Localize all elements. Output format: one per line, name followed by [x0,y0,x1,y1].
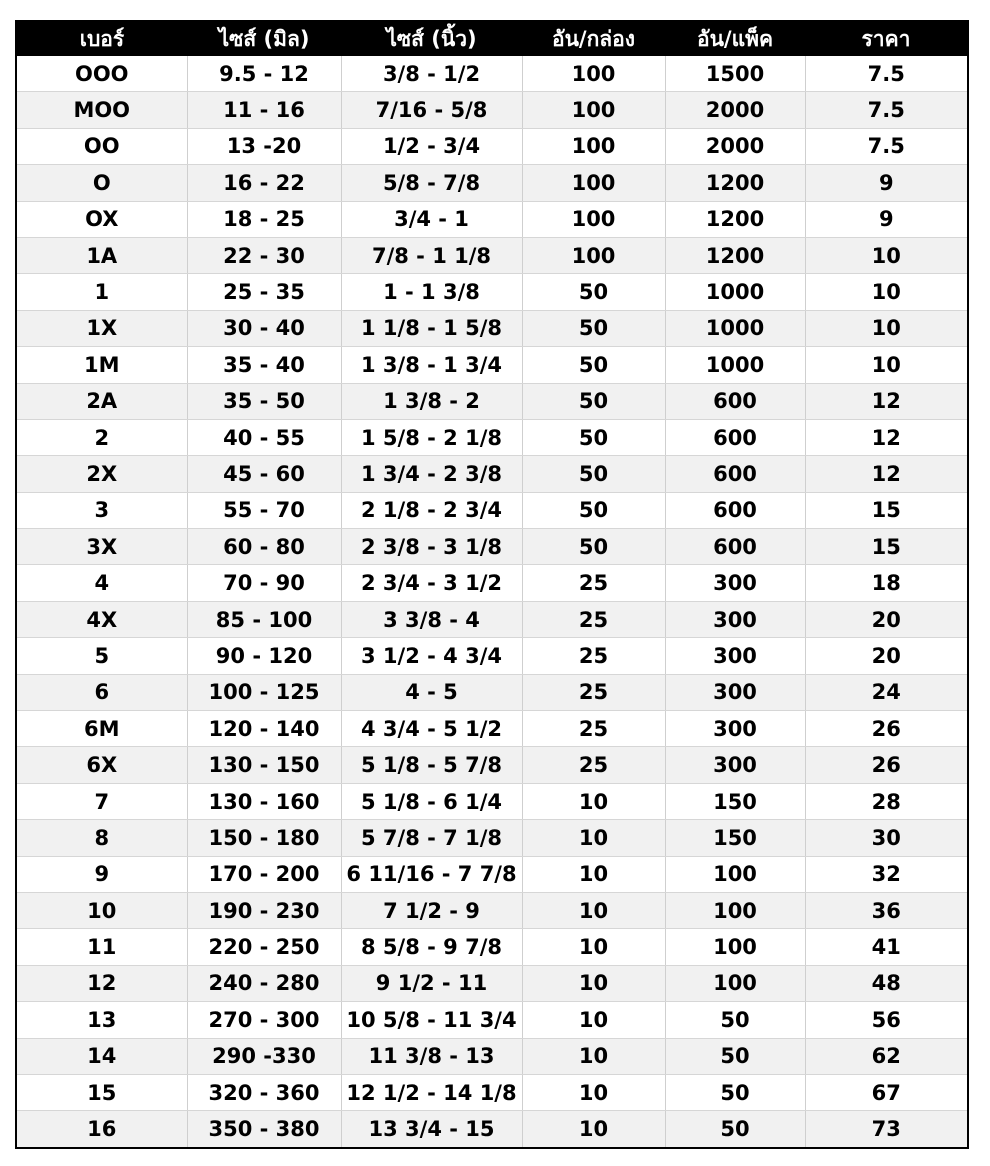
table-row [17,274,967,310]
table-row [17,1111,967,1147]
table-row [17,783,967,819]
cell-price: 30 [805,820,967,856]
cell-number: 14 [17,1038,187,1074]
cell-per-box: 25 [522,601,665,637]
table-row [17,165,967,201]
cell-size-inch: 1 - 1 3/8 [341,274,522,310]
size-price-table [17,22,967,1147]
cell-size-mm: 40 - 55 [187,419,341,455]
cell-per-box: 25 [522,711,665,747]
cell-number: 15 [17,1074,187,1110]
cell-price: 32 [805,856,967,892]
cell-size-mm: 150 - 180 [187,820,341,856]
cell-size-mm: 85 - 100 [187,601,341,637]
cell-per-pack: 1200 [665,201,805,237]
cell-price: 67 [805,1074,967,1110]
table-row [17,529,967,565]
cell-number: 1X [17,310,187,346]
cell-price: 26 [805,711,967,747]
cell-size-inch: 10 5/8 - 11 3/4 [341,1002,522,1038]
cell-number: 6X [17,747,187,783]
cell-size-inch: 2 1/8 - 2 3/4 [341,492,522,528]
cell-per-pack: 150 [665,783,805,819]
cell-size-inch: 5 1/8 - 5 7/8 [341,747,522,783]
cell-per-pack: 1500 [665,56,805,92]
table-row [17,601,967,637]
cell-size-inch: 1 3/8 - 2 [341,383,522,419]
cell-number: 16 [17,1111,187,1147]
header-per-box: อัน/กล่อง [522,22,665,56]
table-row [17,1002,967,1038]
cell-per-box: 50 [522,419,665,455]
cell-price: 10 [805,274,967,310]
size-price-table-container [15,20,969,1149]
table-row [17,56,967,92]
cell-size-mm: 13 -20 [187,128,341,164]
cell-size-mm: 18 - 25 [187,201,341,237]
cell-size-inch: 1 3/4 - 2 3/8 [341,456,522,492]
cell-per-pack: 1000 [665,274,805,310]
cell-size-mm: 350 - 380 [187,1111,341,1147]
cell-size-inch: 1 3/8 - 1 3/4 [341,347,522,383]
cell-size-inch: 1 1/8 - 1 5/8 [341,310,522,346]
cell-per-box: 25 [522,747,665,783]
cell-number: 4X [17,601,187,637]
cell-size-inch: 5/8 - 7/8 [341,165,522,201]
cell-number: 3X [17,529,187,565]
cell-size-mm: 130 - 150 [187,747,341,783]
table-row [17,128,967,164]
cell-size-mm: 240 - 280 [187,965,341,1001]
cell-price: 10 [805,347,967,383]
cell-number: 1M [17,347,187,383]
cell-size-mm: 55 - 70 [187,492,341,528]
cell-number: 10 [17,892,187,928]
cell-price: 12 [805,383,967,419]
cell-size-mm: 170 - 200 [187,856,341,892]
cell-per-pack: 600 [665,529,805,565]
cell-size-inch: 5 1/8 - 6 1/4 [341,783,522,819]
cell-per-pack: 1200 [665,165,805,201]
cell-price: 7.5 [805,128,967,164]
cell-per-box: 25 [522,638,665,674]
cell-price: 28 [805,783,967,819]
cell-size-inch: 4 - 5 [341,674,522,710]
cell-per-box: 100 [522,201,665,237]
cell-size-mm: 320 - 360 [187,1074,341,1110]
cell-number: 8 [17,820,187,856]
cell-price: 73 [805,1111,967,1147]
cell-price: 9 [805,201,967,237]
cell-size-mm: 35 - 40 [187,347,341,383]
cell-price: 12 [805,456,967,492]
table-row [17,310,967,346]
cell-size-inch: 4 3/4 - 5 1/2 [341,711,522,747]
cell-per-pack: 300 [665,747,805,783]
header-size-inch: ไซส์ (นิ้ว) [341,22,522,56]
cell-per-box: 10 [522,929,665,965]
cell-number: 11 [17,929,187,965]
cell-per-box: 10 [522,1002,665,1038]
cell-number: OOO [17,56,187,92]
cell-per-pack: 2000 [665,92,805,128]
cell-number: 13 [17,1002,187,1038]
table-row [17,565,967,601]
cell-price: 12 [805,419,967,455]
cell-per-box: 100 [522,128,665,164]
cell-number: 1 [17,274,187,310]
cell-per-box: 100 [522,237,665,273]
cell-size-mm: 130 - 160 [187,783,341,819]
cell-size-inch: 2 3/8 - 3 1/8 [341,529,522,565]
cell-price: 15 [805,492,967,528]
cell-size-mm: 22 - 30 [187,237,341,273]
cell-size-inch: 7/8 - 1 1/8 [341,237,522,273]
cell-per-pack: 1000 [665,310,805,346]
cell-size-inch: 3/8 - 1/2 [341,56,522,92]
table-row [17,856,967,892]
cell-per-pack: 300 [665,711,805,747]
cell-per-pack: 50 [665,1111,805,1147]
table-row [17,674,967,710]
cell-size-mm: 60 - 80 [187,529,341,565]
cell-per-pack: 150 [665,820,805,856]
table-row [17,638,967,674]
cell-per-pack: 1000 [665,347,805,383]
table-row [17,965,967,1001]
table-row [17,820,967,856]
cell-size-inch: 12 1/2 - 14 1/8 [341,1074,522,1110]
cell-price: 10 [805,237,967,273]
cell-per-box: 50 [522,310,665,346]
cell-price: 26 [805,747,967,783]
cell-size-mm: 16 - 22 [187,165,341,201]
table-row [17,92,967,128]
cell-size-mm: 100 - 125 [187,674,341,710]
cell-price: 56 [805,1002,967,1038]
cell-size-inch: 11 3/8 - 13 [341,1038,522,1074]
cell-number: OO [17,128,187,164]
cell-price: 62 [805,1038,967,1074]
cell-size-mm: 270 - 300 [187,1002,341,1038]
cell-size-inch: 7 1/2 - 9 [341,892,522,928]
cell-per-pack: 600 [665,383,805,419]
cell-per-box: 50 [522,492,665,528]
cell-size-inch: 9 1/2 - 11 [341,965,522,1001]
cell-per-box: 100 [522,56,665,92]
table-body [17,56,967,1147]
cell-size-inch: 3/4 - 1 [341,201,522,237]
cell-per-box: 10 [522,820,665,856]
cell-number: 6M [17,711,187,747]
cell-per-pack: 50 [665,1038,805,1074]
cell-price: 9 [805,165,967,201]
cell-price: 7.5 [805,56,967,92]
cell-size-inch: 1 5/8 - 2 1/8 [341,419,522,455]
cell-size-mm: 190 - 230 [187,892,341,928]
header-size-mm: ไซส์ (มิล) [187,22,341,56]
cell-number: 6 [17,674,187,710]
cell-price: 15 [805,529,967,565]
cell-number: O [17,165,187,201]
cell-per-pack: 300 [665,638,805,674]
cell-size-mm: 70 - 90 [187,565,341,601]
cell-size-inch: 1/2 - 3/4 [341,128,522,164]
header-price: ราคา [805,22,967,56]
cell-size-inch: 13 3/4 - 15 [341,1111,522,1147]
cell-per-box: 50 [522,456,665,492]
table-row [17,929,967,965]
cell-size-mm: 35 - 50 [187,383,341,419]
cell-price: 7.5 [805,92,967,128]
cell-size-inch: 2 3/4 - 3 1/2 [341,565,522,601]
cell-size-mm: 30 - 40 [187,310,341,346]
cell-size-mm: 45 - 60 [187,456,341,492]
cell-per-pack: 100 [665,965,805,1001]
cell-per-pack: 2000 [665,128,805,164]
cell-per-pack: 600 [665,456,805,492]
table-row [17,1038,967,1074]
cell-price: 36 [805,892,967,928]
cell-number: 12 [17,965,187,1001]
cell-size-inch: 7/16 - 5/8 [341,92,522,128]
cell-number: 1A [17,237,187,273]
cell-size-inch: 8 5/8 - 9 7/8 [341,929,522,965]
table-row [17,383,967,419]
cell-per-box: 10 [522,1074,665,1110]
table-row [17,456,967,492]
table-row [17,419,967,455]
table-row [17,1074,967,1110]
header-number: เบอร์ [17,22,187,56]
cell-per-box: 25 [522,565,665,601]
cell-per-box: 25 [522,674,665,710]
cell-per-box: 50 [522,274,665,310]
cell-number: 3 [17,492,187,528]
cell-number: 2A [17,383,187,419]
cell-size-mm: 9.5 - 12 [187,56,341,92]
cell-per-box: 10 [522,1038,665,1074]
cell-size-mm: 25 - 35 [187,274,341,310]
cell-per-box: 10 [522,856,665,892]
table-row [17,201,967,237]
table-row [17,711,967,747]
cell-per-box: 10 [522,783,665,819]
cell-size-inch: 6 11/16 - 7 7/8 [341,856,522,892]
table-row [17,892,967,928]
cell-size-mm: 220 - 250 [187,929,341,965]
cell-price: 20 [805,638,967,674]
cell-size-mm: 120 - 140 [187,711,341,747]
cell-per-pack: 100 [665,929,805,965]
table-row [17,492,967,528]
table-row [17,237,967,273]
cell-per-box: 50 [522,529,665,565]
cell-per-pack: 1200 [665,237,805,273]
cell-per-pack: 300 [665,674,805,710]
header-per-pack: อัน/แพ็ค [665,22,805,56]
cell-per-pack: 50 [665,1002,805,1038]
cell-per-box: 10 [522,965,665,1001]
cell-per-pack: 300 [665,565,805,601]
cell-size-inch: 3 3/8 - 4 [341,601,522,637]
cell-per-pack: 100 [665,856,805,892]
cell-size-mm: 290 -330 [187,1038,341,1074]
header-row [17,22,967,56]
cell-number: 9 [17,856,187,892]
cell-per-pack: 300 [665,601,805,637]
cell-number: 2X [17,456,187,492]
cell-per-box: 10 [522,892,665,928]
cell-size-inch: 3 1/2 - 4 3/4 [341,638,522,674]
cell-per-box: 50 [522,383,665,419]
cell-price: 48 [805,965,967,1001]
cell-per-pack: 100 [665,892,805,928]
cell-size-mm: 90 - 120 [187,638,341,674]
cell-per-box: 50 [522,347,665,383]
cell-per-box: 100 [522,165,665,201]
cell-per-box: 10 [522,1111,665,1147]
cell-number: OX [17,201,187,237]
table-header [17,22,967,56]
cell-price: 18 [805,565,967,601]
cell-price: 24 [805,674,967,710]
cell-price: 20 [805,601,967,637]
cell-number: 5 [17,638,187,674]
cell-number: MOO [17,92,187,128]
cell-per-pack: 600 [665,492,805,528]
cell-price: 10 [805,310,967,346]
cell-per-pack: 600 [665,419,805,455]
table-row [17,747,967,783]
cell-size-inch: 5 7/8 - 7 1/8 [341,820,522,856]
cell-per-box: 100 [522,92,665,128]
cell-number: 2 [17,419,187,455]
cell-size-mm: 11 - 16 [187,92,341,128]
table-row [17,347,967,383]
cell-number: 7 [17,783,187,819]
cell-price: 41 [805,929,967,965]
cell-number: 4 [17,565,187,601]
cell-per-pack: 50 [665,1074,805,1110]
